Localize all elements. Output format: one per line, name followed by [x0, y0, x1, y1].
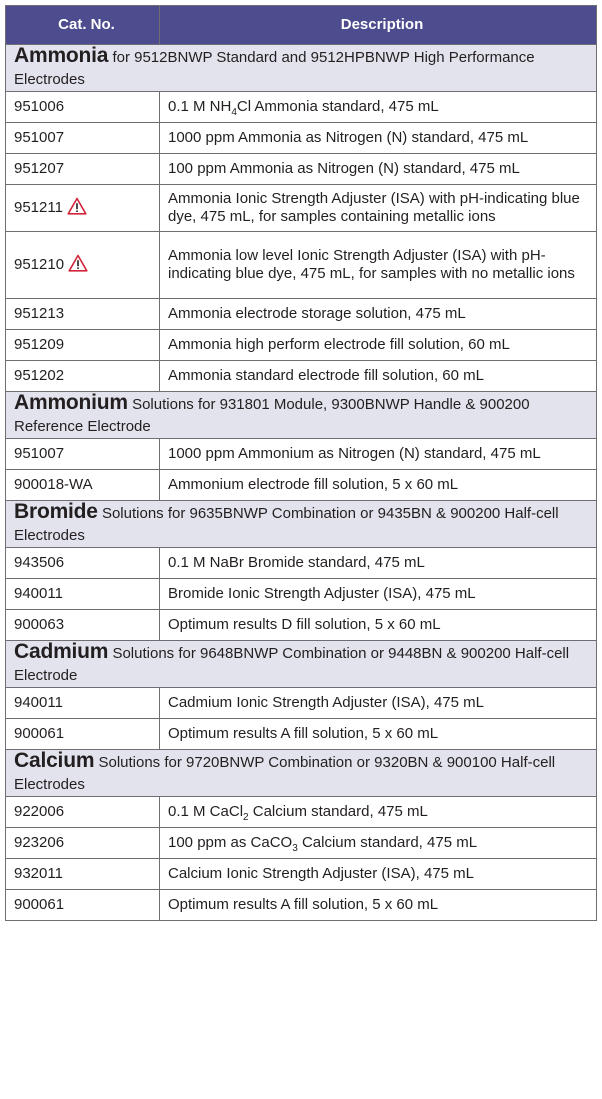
cat-no: 951202 — [14, 367, 65, 384]
table-row — [6, 890, 597, 921]
description-cell — [160, 548, 597, 579]
cat-no-cell — [6, 470, 160, 501]
cat-no: 951006 — [14, 98, 65, 115]
description-cell — [160, 859, 597, 890]
cat-no-cell — [6, 548, 160, 579]
cat-no: 900061 — [14, 725, 65, 742]
description-cell — [160, 688, 597, 719]
table-row — [6, 330, 597, 361]
section-header-cadmium — [6, 641, 597, 688]
cat-no-cell — [6, 828, 160, 859]
cat-no-cell — [6, 890, 160, 921]
cat-no-cell — [6, 299, 160, 330]
description-text: Ammonia low level Ionic Strength Adjuster (ISA) with pH-indicating blue dye, 475 mL, for samples with no metallic ions — [168, 247, 575, 282]
description-cell — [160, 92, 597, 123]
description-cell — [160, 330, 597, 361]
description-cell — [160, 719, 597, 750]
cat-no-cell — [6, 361, 160, 392]
section-description: Solutions for 9720BNWP Combination or 9320BN & 900100 Half-cell Electrodes — [14, 754, 556, 793]
cat-no: 951207 — [14, 160, 65, 177]
description-cell — [160, 828, 597, 859]
cat-no: 900018-WA — [14, 476, 93, 493]
cat-no: 932011 — [14, 865, 63, 882]
section-name: Cadmium — [14, 640, 109, 663]
cat-no: 900063 — [14, 616, 65, 633]
section-header-cell — [6, 641, 597, 688]
section-header-ammonia — [6, 45, 597, 92]
section-name: Calcium — [14, 749, 95, 772]
table-row — [6, 361, 597, 392]
description-cell — [160, 232, 597, 299]
catalog-table — [5, 5, 597, 921]
table-row — [6, 123, 597, 154]
cat-no-cell — [6, 610, 160, 641]
table-row — [6, 470, 597, 501]
description-subscript: 4 — [231, 107, 237, 118]
description-subscript: 3 — [292, 843, 298, 854]
cat-no-cell — [6, 579, 160, 610]
description-text: Calcium Ionic Strength Adjuster (ISA), 475 mL — [168, 865, 474, 882]
description-text: Ammonia high perform electrode fill solution, 60 mL — [168, 336, 510, 353]
cat-no: 951211 — [14, 198, 63, 216]
section-description: Solutions for 931801 Module, 9300BNWP Handle & 900200 Reference Electrode — [14, 396, 530, 435]
description-cell — [160, 439, 597, 470]
description-cell — [160, 123, 597, 154]
table-row — [6, 548, 597, 579]
description-cell — [160, 610, 597, 641]
cat-no-cell — [6, 123, 160, 154]
column-header-description: Description — [160, 6, 597, 45]
section-description: Solutions for 9648BNWP Combination or 9448BN & 900200 Half-cell Electrode — [14, 645, 570, 684]
table-row — [6, 859, 597, 890]
section-header-cell — [6, 45, 597, 92]
table-row — [6, 579, 597, 610]
cat-no-cell — [6, 92, 160, 123]
description-text: Optimum results D fill solution, 5 x 60 mL — [168, 616, 441, 633]
description-text: Cl Ammonia standard, 475 mL — [236, 98, 439, 115]
description-cell — [160, 154, 597, 185]
cat-no: 922006 — [14, 803, 65, 820]
table-row — [6, 232, 597, 299]
description-text: 1000 ppm Ammonium as Nitrogen (N) standard, 475 mL — [168, 445, 541, 462]
description-text: 0.1 M NaBr Bromide standard, 475 mL — [168, 554, 425, 571]
section-name: Ammonia — [14, 44, 109, 67]
cat-no-cell — [6, 154, 160, 185]
section-name: Bromide — [14, 500, 98, 523]
description-text: Ammonia electrode storage solution, 475 mL — [168, 305, 466, 322]
description-cell — [160, 890, 597, 921]
description-cell — [160, 797, 597, 828]
table-header — [6, 6, 597, 45]
table-row — [6, 439, 597, 470]
description-text: Calcium standard, 475 mL — [297, 834, 478, 851]
section-header-cell — [6, 750, 597, 797]
description-text: Ammonium electrode fill solution, 5 x 60 mL — [168, 476, 459, 493]
description-cell — [160, 579, 597, 610]
description-cell — [160, 185, 597, 232]
section-header-cell — [6, 392, 597, 439]
description-text: Optimum results A fill solution, 5 x 60 mL — [168, 896, 439, 913]
description-text: 1000 ppm Ammonia as Nitrogen (N) standard, 475 mL — [168, 129, 529, 146]
table-row — [6, 828, 597, 859]
table-row — [6, 92, 597, 123]
cat-no: 900061 — [14, 896, 65, 913]
cat-no: 951210 — [14, 255, 65, 273]
description-subscript: 2 — [243, 812, 249, 823]
section-name: Ammonium — [14, 391, 128, 414]
description-text: Ammonia standard electrode fill solution, 60 mL — [168, 367, 484, 384]
table-row — [6, 154, 597, 185]
description-text: 100 ppm as CaCO — [168, 834, 293, 851]
column-header-cat-no: Cat. No. — [6, 6, 160, 45]
cat-no-cell — [6, 688, 160, 719]
description-text: Calcium standard, 475 mL — [248, 803, 428, 820]
table-row — [6, 688, 597, 719]
description-text: Ammonia Ionic Strength Adjuster (ISA) with pH-indicating blue dye, 475 mL, for samples containing metallic ions — [168, 190, 580, 225]
description-cell — [160, 299, 597, 330]
section-header-cell — [6, 501, 597, 548]
cat-no-cell — [6, 330, 160, 361]
cat-no: 923206 — [14, 834, 65, 851]
description-text: 0.1 M CaCl — [168, 803, 244, 820]
description-cell — [160, 361, 597, 392]
description-cell — [160, 470, 597, 501]
description-text: 100 ppm Ammonia as Nitrogen (N) standard, 475 mL — [168, 160, 520, 177]
cat-no-cell — [6, 439, 160, 470]
cat-no: 951209 — [14, 336, 65, 353]
cat-no: 943506 — [14, 554, 65, 571]
section-description: for 9512BNWP Standard and 9512HPBNWP High Performance Electrodes — [14, 49, 535, 88]
warning-icon — [67, 197, 87, 220]
cat-no-cell — [6, 719, 160, 750]
header-row — [6, 6, 597, 45]
table-row — [6, 185, 597, 232]
cat-no: 951213 — [14, 305, 65, 322]
cat-no-cell — [6, 232, 160, 299]
section-header-ammonium — [6, 392, 597, 439]
table-row — [6, 610, 597, 641]
cat-no-cell — [6, 797, 160, 828]
section-description: Solutions for 9635BNWP Combination or 9435BN & 900200 Half-cell Electrodes — [14, 505, 559, 544]
description-text: Bromide Ionic Strength Adjuster (ISA), 475 mL — [168, 585, 476, 602]
table-row — [6, 797, 597, 828]
table-body — [6, 45, 597, 921]
cat-no: 951007 — [14, 129, 65, 146]
cat-no: 940011 — [14, 585, 63, 602]
warning-icon — [68, 254, 88, 277]
cat-no: 940011 — [14, 694, 63, 711]
cat-no-cell — [6, 859, 160, 890]
cat-no-cell — [6, 185, 160, 232]
cat-no: 951007 — [14, 445, 65, 462]
description-text: 0.1 M NH — [168, 98, 232, 115]
section-header-bromide — [6, 501, 597, 548]
section-header-calcium — [6, 750, 597, 797]
table-row — [6, 299, 597, 330]
table-row — [6, 719, 597, 750]
description-text: Cadmium Ionic Strength Adjuster (ISA), 475 mL — [168, 694, 484, 711]
description-text: Optimum results A fill solution, 5 x 60 mL — [168, 725, 439, 742]
